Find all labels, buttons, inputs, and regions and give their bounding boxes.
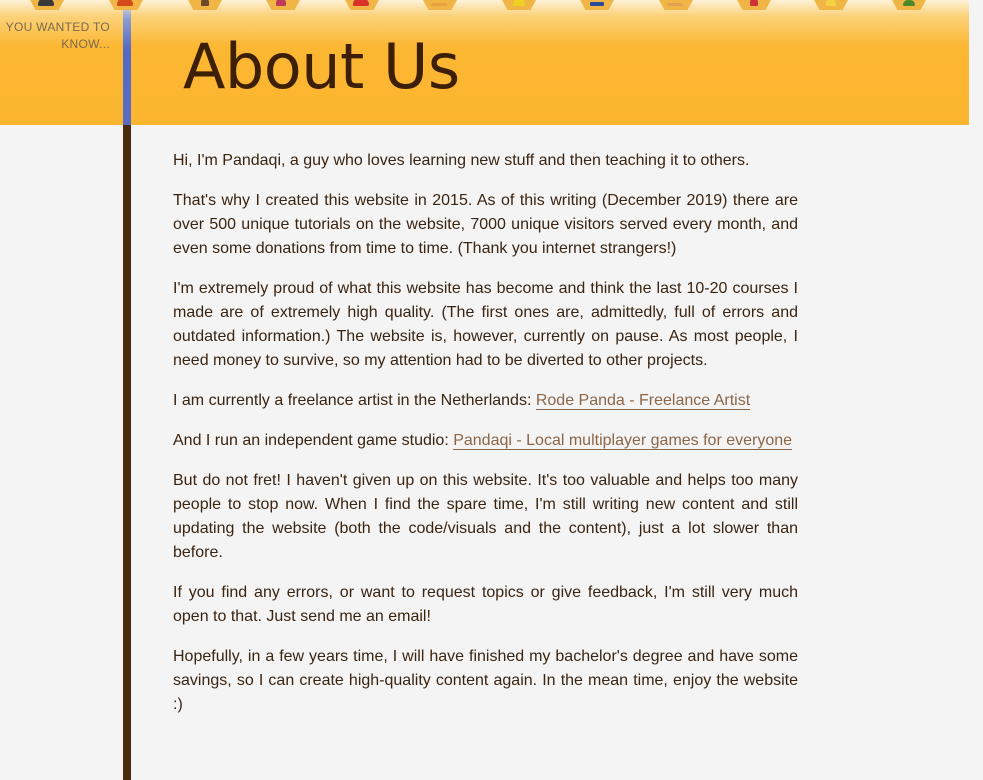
content-accent-bar [123,125,131,780]
paragraph-intro: Hi, I'm Pandaqi, a guy who loves learning new stuff and then teaching it to others. [173,152,750,169]
monitor-icon [590,2,604,6]
page-title: About Us [183,30,460,103]
plant-icon [903,0,915,6]
paragraph-freelance [173,389,798,413]
top-nav [0,0,983,12]
paragraph-status: I'm extremely proud of what this website has become and think the last 10-20 courses I made are of extremely high quality. (The first ones are, admittedly, full of errors and outdated information.) The website is, however, currently on pause. As most people, I need money to survive, so my attention had to be diverted to other projects. [173,280,798,369]
nav-panda-icon[interactable] [24,0,70,10]
nav-sun-icon[interactable] [496,0,542,10]
header-accent-bar [123,0,131,125]
header-banner [0,0,969,125]
article-body [173,149,798,733]
flask-icon [750,0,758,6]
nav-flask-icon[interactable] [731,0,777,10]
paragraph-feedback: If you find any errors, or want to request topics or give feedback, I'm still very much open to that. Just send me an email! [173,584,798,625]
nav-rocket-icon[interactable] [260,0,306,10]
basketball-icon [117,0,133,6]
scroll-icon [667,3,683,6]
rocket-icon [276,0,286,6]
nav-scroll-icon[interactable] [653,0,699,10]
mouth-icon [353,0,369,6]
nav-basketball-icon[interactable] [103,0,149,10]
paragraph-reassurance: But do not fret! I haven't given up on this website. It's too valuable and helps too many people to stop now. When I find the spare time, I'm still writing new content and still updating the website (both the code/visuals and the content), just a lot slower than before. [173,472,798,561]
studio-text: And I run an independent game studio: [173,432,454,449]
paragraph-future: Hopefully, in a few years time, I will have finished my bachelor's degree and have some savings, so I can create high-quality content again. In the mean time, enjoy the website :) [173,648,798,713]
book-icon [431,3,447,6]
paragraph-history: That's why I created this website in 2015. As of this writing (December 2019) there are over 500 unique tutorials on the website, 7000 unique visitors served every month, and even some donations from time to time. (Thank you internet strangers!) [173,192,798,257]
freelance-text: I am currently a freelance artist in the Netherlands: [173,392,536,409]
game-studio-link[interactable]: Pandaqi - Local multiplayer games for everyone [453,432,793,449]
nav-lightbulb-icon[interactable] [808,0,854,10]
panda-icon [38,0,54,6]
nav-pencil-icon[interactable] [182,0,228,10]
pencil-icon [201,0,209,6]
freelance-artist-link[interactable]: Rode Panda - Freelance Artist [535,392,751,409]
lightbulb-icon [826,0,836,6]
sun-icon [513,0,525,6]
sidebar-tagline: YOU WANTED TO KNOW... [5,20,110,51]
nav-plant-icon[interactable] [886,0,932,10]
nav-book-icon[interactable] [417,0,463,10]
paragraph-studio [173,429,798,453]
nav-mouth-icon[interactable] [339,0,385,10]
nav-monitor-icon[interactable] [574,0,620,10]
